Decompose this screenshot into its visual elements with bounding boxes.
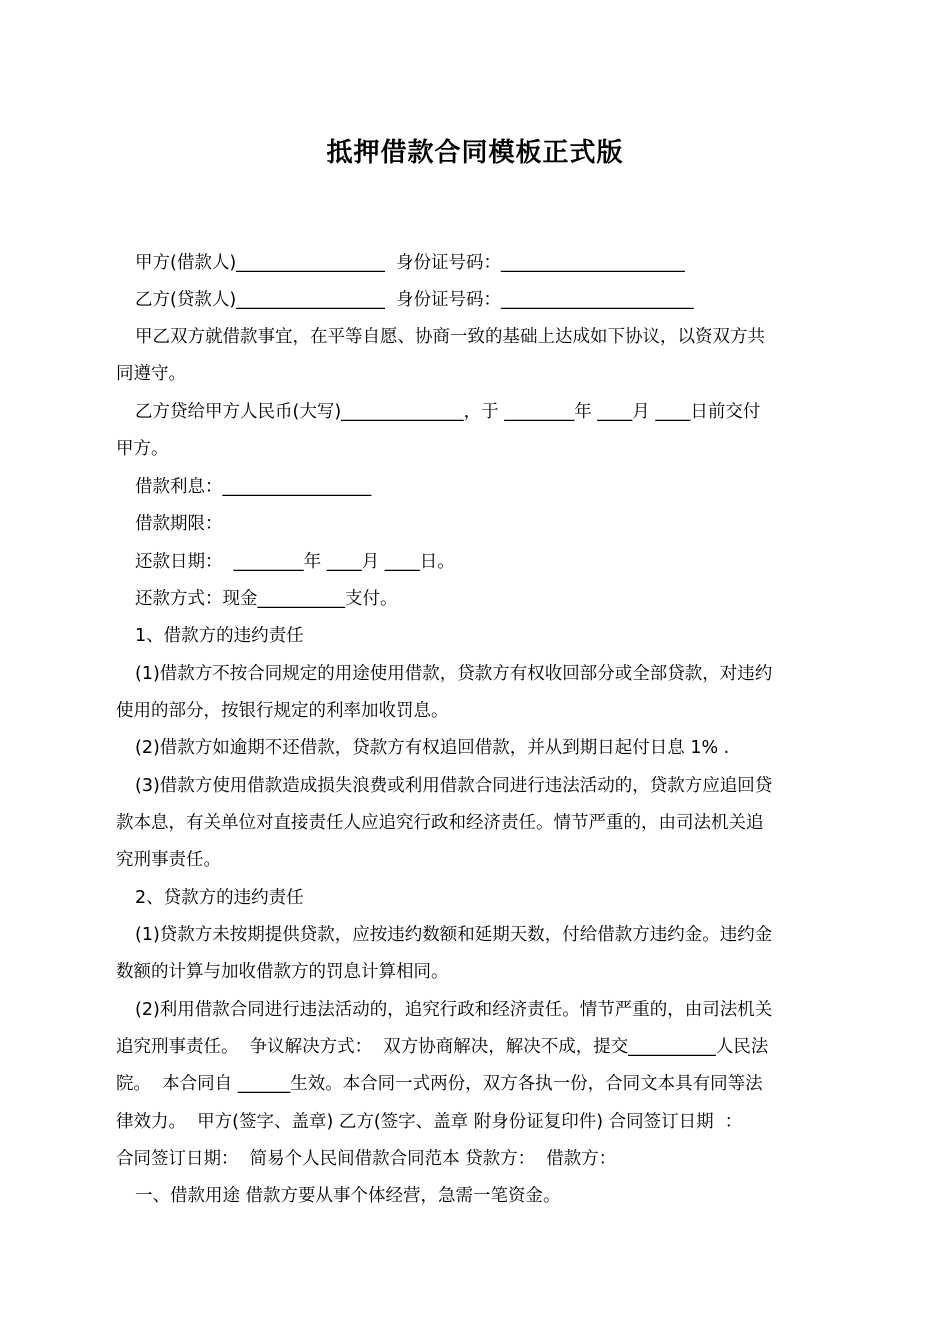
section-heading: 1、借款方的违约责任 (135, 626, 304, 646)
paragraph-line: (1)贷款方未按期提供贷款，应按违约数额和延期天数，付给借款方违约金。违约金 (135, 925, 773, 945)
paragraph-line: 甲乙双方就借款事宜，在平等自愿、协商一致的基础上达成如下协议，以资双方共 (135, 327, 765, 347)
paragraph-line: (2)利用借款合同进行违法活动的，追究行政和经济责任。情节严重的，由司法机关 (135, 1000, 773, 1020)
paragraph-line: 乙方贷给甲方人民币(大写)______________，于 ________年 ____月 ____日前交付 (135, 402, 761, 422)
party-a-line: 甲方(借款人)_________________ 身份证号码：_____________________ (135, 253, 685, 273)
paragraph-line: 追究刑事责任。 争议解决方式： 双方协商解决，解决不成，提交__________人民法 (116, 1037, 769, 1057)
paragraph-line: (2)借款方如逾期不还借款，贷款方有权追回借款，并从到期日起付日息 1% . (135, 738, 730, 758)
section-heading: 一、借款用途 借款方要从事个体经营，急需一笔资金。 (135, 1186, 561, 1206)
paragraph-line: 款本息，有关单位对直接责任人应追究行政和经济责任。情节严重的，由司法机关追 (116, 813, 764, 833)
document-title: 抵押借款合同模板正式版 (326, 138, 624, 168)
paragraph-line: 院。 本合同自 ______生效。本合同一式两份，双方各执一份，合同文本具有同等法 (116, 1074, 763, 1094)
paragraph-line: (1)借款方不按合同规定的用途使用借款，贷款方有权收回部分或全部贷款，对违约 (135, 664, 773, 684)
section-heading: 2、贷款方的违约责任 (135, 888, 304, 908)
party-b-line: 乙方(贷款人)_________________ 身份证号码：______________________ (135, 290, 694, 310)
term-line: 借款期限： (135, 514, 223, 534)
paragraph-line: 究刑事责任。 (116, 850, 221, 870)
repayment-method-line: 还款方式：现金__________支付。 (135, 589, 398, 609)
paragraph-line: 同遵守。 (116, 364, 186, 384)
interest-line: 借款利息：_________________ (135, 477, 372, 497)
repayment-date-line: 还款日期： ________年 ____月 ____日。 (135, 552, 455, 572)
paragraph-line: 使用的部分，按银行规定的利率加收罚息。 (116, 701, 449, 721)
paragraph-line: 合同签订日期： 简易个人民间借款合同范本 贷款方： 借款方： (116, 1149, 617, 1169)
paragraph-line: 数额的计算与加收借款方的罚息计算相同。 (116, 962, 449, 982)
paragraph-line: 律效力。 甲方(签字、盖章) 乙方(签字、盖章 附身份证复印件) 合同签订日期 ： (116, 1112, 743, 1132)
paragraph-line: (3)借款方使用借款造成损失浪费或利用借款合同进行违法活动的，贷款方应追回贷 (135, 776, 773, 796)
paragraph-line: 甲方。 (116, 439, 169, 459)
